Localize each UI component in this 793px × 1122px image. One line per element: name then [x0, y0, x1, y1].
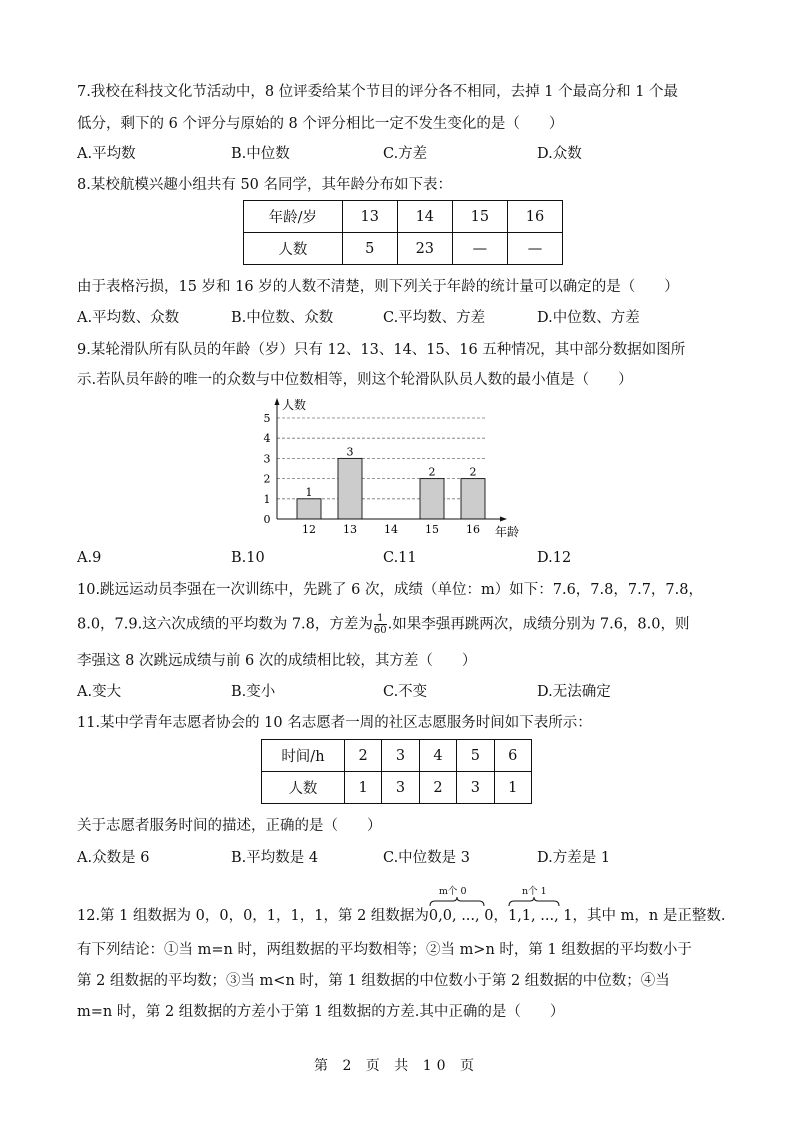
q8-table-cell: 15	[452, 201, 507, 233]
bar-12	[297, 499, 321, 519]
zero-group-values: 0,0, ..., 0	[428, 908, 494, 924]
q9-text-line2: 示.若队员年龄的唯一的众数与中位数相等，则这个轮滑队队员人数的最小值是（ ）	[77, 372, 633, 388]
variance-fraction	[374, 613, 387, 636]
q8-option-a: A.平均数、众数	[77, 310, 180, 326]
q8-text-line2: 由于表格污损，15 岁和 16 岁的人数不清楚，则下列关于年龄的统计量可以确定的是（ ）	[77, 279, 679, 295]
data-label: 2	[428, 465, 436, 479]
x-axis-label: 年龄	[495, 525, 520, 539]
data-label: 1	[305, 485, 313, 499]
q8-table-header-row	[244, 201, 563, 233]
q11-table-cell: 人数	[262, 772, 345, 804]
q10-line2-start: 8.0，7.9.这六次成绩的平均数为 7.8，方差为	[77, 616, 373, 633]
q7-text-line1: 7.我校在科技文化节活动中，8 位评委给某个节目的评分各不相同，去掉 1 个最高分和 1 个最	[77, 84, 679, 100]
q8-age-table	[243, 200, 563, 265]
q11-option-d: D.方差是 1	[537, 850, 611, 866]
y-axis-arrow-icon	[275, 398, 280, 405]
q12-text-line2: 有下列结论：①当 m=n 时，两组数据的平均数相等；②当 m>n 时，第 1 组数据的平均数小于	[77, 942, 692, 958]
overbrace-icon	[429, 897, 485, 907]
chart-bars	[297, 458, 485, 519]
q11-table-cell: 2	[419, 772, 456, 804]
one-group	[507, 886, 573, 926]
q12-text-line1	[77, 886, 726, 926]
q9-text-line1: 9.某轮滑队所有队员的年龄（岁）只有 12、13、14、15、16 五种情况，其中部分数据如图所	[77, 342, 686, 358]
q8-table-cell: 人数	[244, 233, 343, 265]
q8-table-cell: 16	[507, 201, 562, 233]
x-tick-label: 15	[425, 523, 439, 536]
q8-option-b: B.中位数、众数	[231, 310, 334, 326]
q11-table-cell: 3	[457, 772, 494, 804]
q10-option-d: D.无法确定	[537, 684, 611, 700]
q10-line2-end: .如果李强再跳两次，成绩分别为 7.6，8.0，则	[387, 616, 690, 633]
y-tick-label: 1	[263, 492, 271, 506]
q8-table-cell: 14	[397, 201, 452, 233]
q8-table-cell: 5	[342, 233, 397, 265]
zero-group-label: m个 0	[438, 886, 467, 897]
q11-table-data-row	[262, 772, 532, 804]
zero-group	[428, 886, 494, 926]
x-tick-label: 13	[343, 523, 357, 536]
q9-option-a: A.9	[77, 550, 102, 566]
q8-text-line1: 8.某校航模兴趣小组共有 50 名同学，其年龄分布如下表：	[77, 177, 453, 193]
data-label: 2	[469, 465, 477, 479]
q12-line1-start: 12.第 1 组数据为 0，0，0，1，1，1，第 2 组数据为	[77, 908, 429, 924]
q11-table-cell: 2	[344, 740, 381, 772]
q8-table-cell: 年龄/岁	[244, 201, 343, 233]
q11-table-cell: 1	[494, 772, 531, 804]
q8-table-cell: 23	[397, 233, 452, 265]
group-separator: ，	[493, 908, 508, 924]
bar-16	[461, 479, 485, 519]
q8-option-c: C.平均数、方差	[383, 310, 486, 326]
q9-option-c: C.11	[383, 550, 417, 566]
x-tick-label: 14	[384, 523, 398, 536]
fraction-numerator: 1	[374, 613, 387, 625]
q11-table-cell: 时间/h	[262, 740, 345, 772]
q11-option-c: C.中位数是 3	[383, 850, 471, 866]
q10-text-line2	[77, 613, 689, 636]
q11-table-header-row	[262, 740, 532, 772]
x-tick-label: 12	[302, 523, 316, 536]
one-group-label: n个 1	[521, 886, 547, 897]
x-tick-label: 16	[466, 523, 480, 536]
q8-table-data-row	[244, 233, 563, 265]
q8-option-d: D.中位数、方差	[537, 310, 640, 326]
q12-text-line4: m=n 时，第 2 组数据的方差小于第 1 组数据的方差.其中正确的是（ ）	[77, 1004, 565, 1020]
q11-text-line1: 11.某中学青年志愿者协会的 10 名志愿者一周的社区志愿服务时间如下表所示：	[77, 715, 592, 731]
q12-text-line3: 第 2 组数据的平均数；③当 m<n 时，第 1 组数据的中位数小于第 2 组数据的中位数；④当	[77, 973, 670, 989]
chart-tick-labels	[264, 412, 481, 536]
y-axis-label: 人数	[282, 398, 307, 412]
y-tick-label: 3	[263, 452, 271, 466]
page-footer: 第 2 页 共 10 页	[314, 1058, 479, 1074]
y-tick-label: 5	[263, 412, 271, 425]
q11-table-cell: 4	[419, 740, 456, 772]
q7-option-a: A.平均数	[77, 146, 136, 162]
y-tick-label: 0	[263, 513, 271, 526]
q10-option-c: C.不变	[383, 684, 428, 700]
q8-table-cell: —	[452, 233, 507, 265]
y-tick-label: 4	[263, 432, 271, 446]
q8-table-cell: 13	[342, 201, 397, 233]
fraction-denominator: 60	[373, 625, 387, 636]
q7-option-c: C.方差	[383, 146, 428, 162]
q7-option-d: D.众数	[537, 146, 582, 162]
q11-table-cell: 3	[382, 740, 419, 772]
q11-text-line2: 关于志愿者服务时间的描述，正确的是（ ）	[77, 818, 382, 834]
q9-bar-chart	[255, 395, 545, 545]
q12-line1-end: ，其中 m，n 是正整数.	[572, 908, 726, 924]
y-tick-label: 2	[263, 472, 271, 486]
q11-option-a: A.众数是 6	[77, 850, 150, 866]
data-label: 3	[346, 445, 354, 459]
q11-option-b: B.平均数是 4	[231, 850, 319, 866]
bar-13	[338, 458, 362, 519]
q9-option-d: D.12	[537, 550, 572, 566]
q10-text-line3: 李强这 8 次跳远成绩与前 6 次的成绩相比较，其方差（ ）	[77, 653, 477, 669]
one-group-values: 1,1, ..., 1	[507, 908, 573, 924]
q11-table-cell: 6	[494, 740, 531, 772]
q11-service-time-table	[261, 739, 532, 804]
q8-table-cell: —	[507, 233, 562, 265]
bar-15	[420, 479, 444, 519]
q10-option-a: A.变大	[77, 684, 122, 700]
x-axis-arrow-icon	[500, 517, 507, 522]
q11-table-cell: 1	[344, 772, 381, 804]
q10-option-b: B.变小	[231, 684, 276, 700]
q10-text-line1: 10.跳远运动员李强在一次训练中，先跳了 6 次，成绩（单位：m）如下：7.6，7.8，7.7，7.8，	[77, 582, 703, 598]
q11-table-cell: 3	[382, 772, 419, 804]
overbrace-icon	[508, 897, 560, 907]
q11-table-cell: 5	[457, 740, 494, 772]
q7-option-b: B.中位数	[231, 146, 290, 162]
q7-text-line2: 低分，剩下的 6 个评分与原始的 8 个评分相比一定不发生变化的是（ ）	[77, 116, 564, 132]
q9-option-b: B.10	[231, 550, 265, 566]
